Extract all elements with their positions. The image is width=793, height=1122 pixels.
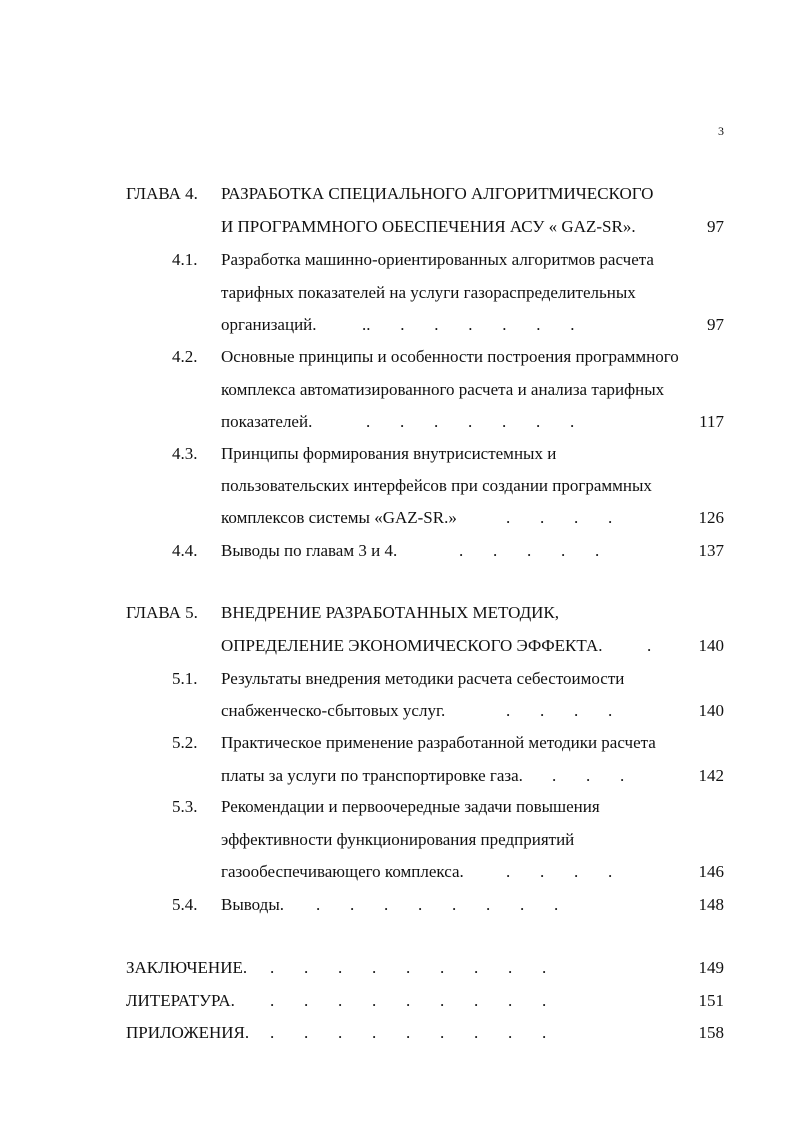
section-number: 5.1.: [172, 669, 198, 688]
page-ref: 97: [707, 315, 724, 334]
page-ref: 158: [698, 1023, 724, 1042]
section-title-line: организаций.: [221, 315, 317, 334]
section-title-line: Результаты внедрения методики расчета себестоимости: [221, 669, 625, 688]
dot-leader: .. . . . . . .: [362, 315, 575, 334]
page-ref: 137: [698, 541, 724, 560]
dot-leader: . . . . . . . . .: [270, 958, 547, 977]
page-ref: 126: [698, 508, 724, 527]
entry-label: ЗАКЛЮЧЕНИЕ.: [126, 958, 248, 977]
section-number: 5.4.: [172, 895, 198, 914]
section-title-line: Рекомендации и первоочередные задачи повышения: [221, 797, 600, 816]
dot-leader: .: [647, 636, 652, 655]
chapter-label: ГЛАВА 5.: [126, 603, 198, 622]
chapter-title-line: ОПРЕДЕЛЕНИЕ ЭКОНОМИЧЕСКОГО ЭФФЕКТА.: [221, 636, 603, 655]
page-ref: 117: [699, 412, 724, 431]
entry-label: ПРИЛОЖЕНИЯ.: [126, 1023, 250, 1042]
section-number: 4.3.: [172, 444, 198, 463]
page-ref: 149: [698, 958, 724, 977]
section-title-line: Основные принципы и особенности построения программного: [221, 347, 679, 366]
section-title-line: снабженческо-сбытовых услуг.: [221, 701, 446, 720]
section-title-line: пользовательских интерфейсов при создании программных: [221, 476, 652, 495]
page-ref: 148: [698, 895, 724, 914]
section-title-line: показателей.: [221, 412, 313, 431]
chapter-label: ГЛАВА 4.: [126, 184, 198, 203]
page-ref: 142: [698, 766, 724, 785]
section-title-line: Разработка машинно-ориентированных алгоритмов расчета: [221, 250, 654, 269]
dot-leader: . . . .: [506, 862, 613, 881]
section-title-line: газообеспечивающего комплекса.: [221, 862, 464, 881]
section-title-line: Выводы по главам 3 и 4.: [221, 541, 398, 560]
dot-leader: . . .: [552, 766, 625, 785]
dot-leader: . . . . . . . . .: [270, 1023, 547, 1042]
page-ref: 140: [698, 636, 724, 655]
chapter-title-line: РАЗРАБОТКА СПЕЦИАЛЬНОГО АЛГОРИТМИЧЕСКОГО: [221, 184, 654, 203]
chapter-title-line: И ПРОГРАММНОГО ОБЕСПЕЧЕНИЯ АСУ « GAZ-SR».: [221, 217, 636, 236]
chapter-title-line: ВНЕДРЕНИЕ РАЗРАБОТАННЫХ МЕТОДИК,: [221, 603, 560, 622]
section-title-line: комплекса автоматизированного расчета и анализа тарифных: [221, 380, 665, 399]
dot-leader: . . . .: [506, 508, 613, 527]
dot-leader: . . . . .: [459, 541, 600, 560]
section-title-line: Принципы формирования внутрисистемных и: [221, 444, 557, 463]
page-ref: 97: [707, 217, 724, 236]
section-title-line: платы за услуги по транспортировке газа.: [221, 766, 523, 785]
dot-leader: . . . . . . .: [366, 412, 575, 431]
page-number: 3: [718, 124, 724, 138]
page-ref: 146: [698, 862, 724, 881]
section-title-line: эффективности функционирования предприятий: [221, 830, 575, 849]
dot-leader: . . . . . . . .: [316, 895, 559, 914]
dot-leader: . . . .: [506, 701, 613, 720]
entry-label: ЛИТЕРАТУРА.: [126, 991, 235, 1010]
section-number: 4.1.: [172, 250, 198, 269]
section-number: 4.4.: [172, 541, 198, 560]
section-title-line: комплексов системы «GAZ-SR.»: [221, 508, 457, 527]
dot-leader: . . . . . . . . .: [270, 991, 547, 1010]
section-title-line: Выводы.: [221, 895, 285, 914]
page-ref: 140: [698, 701, 724, 720]
section-number: 5.3.: [172, 797, 198, 816]
page-ref: 151: [698, 991, 724, 1010]
section-number: 5.2.: [172, 733, 198, 752]
section-title-line: Практическое применение разработанной методики расчета: [221, 733, 656, 752]
section-title-line: тарифных показателей на услуги газораспределительных: [221, 283, 636, 302]
section-number: 4.2.: [172, 347, 198, 366]
